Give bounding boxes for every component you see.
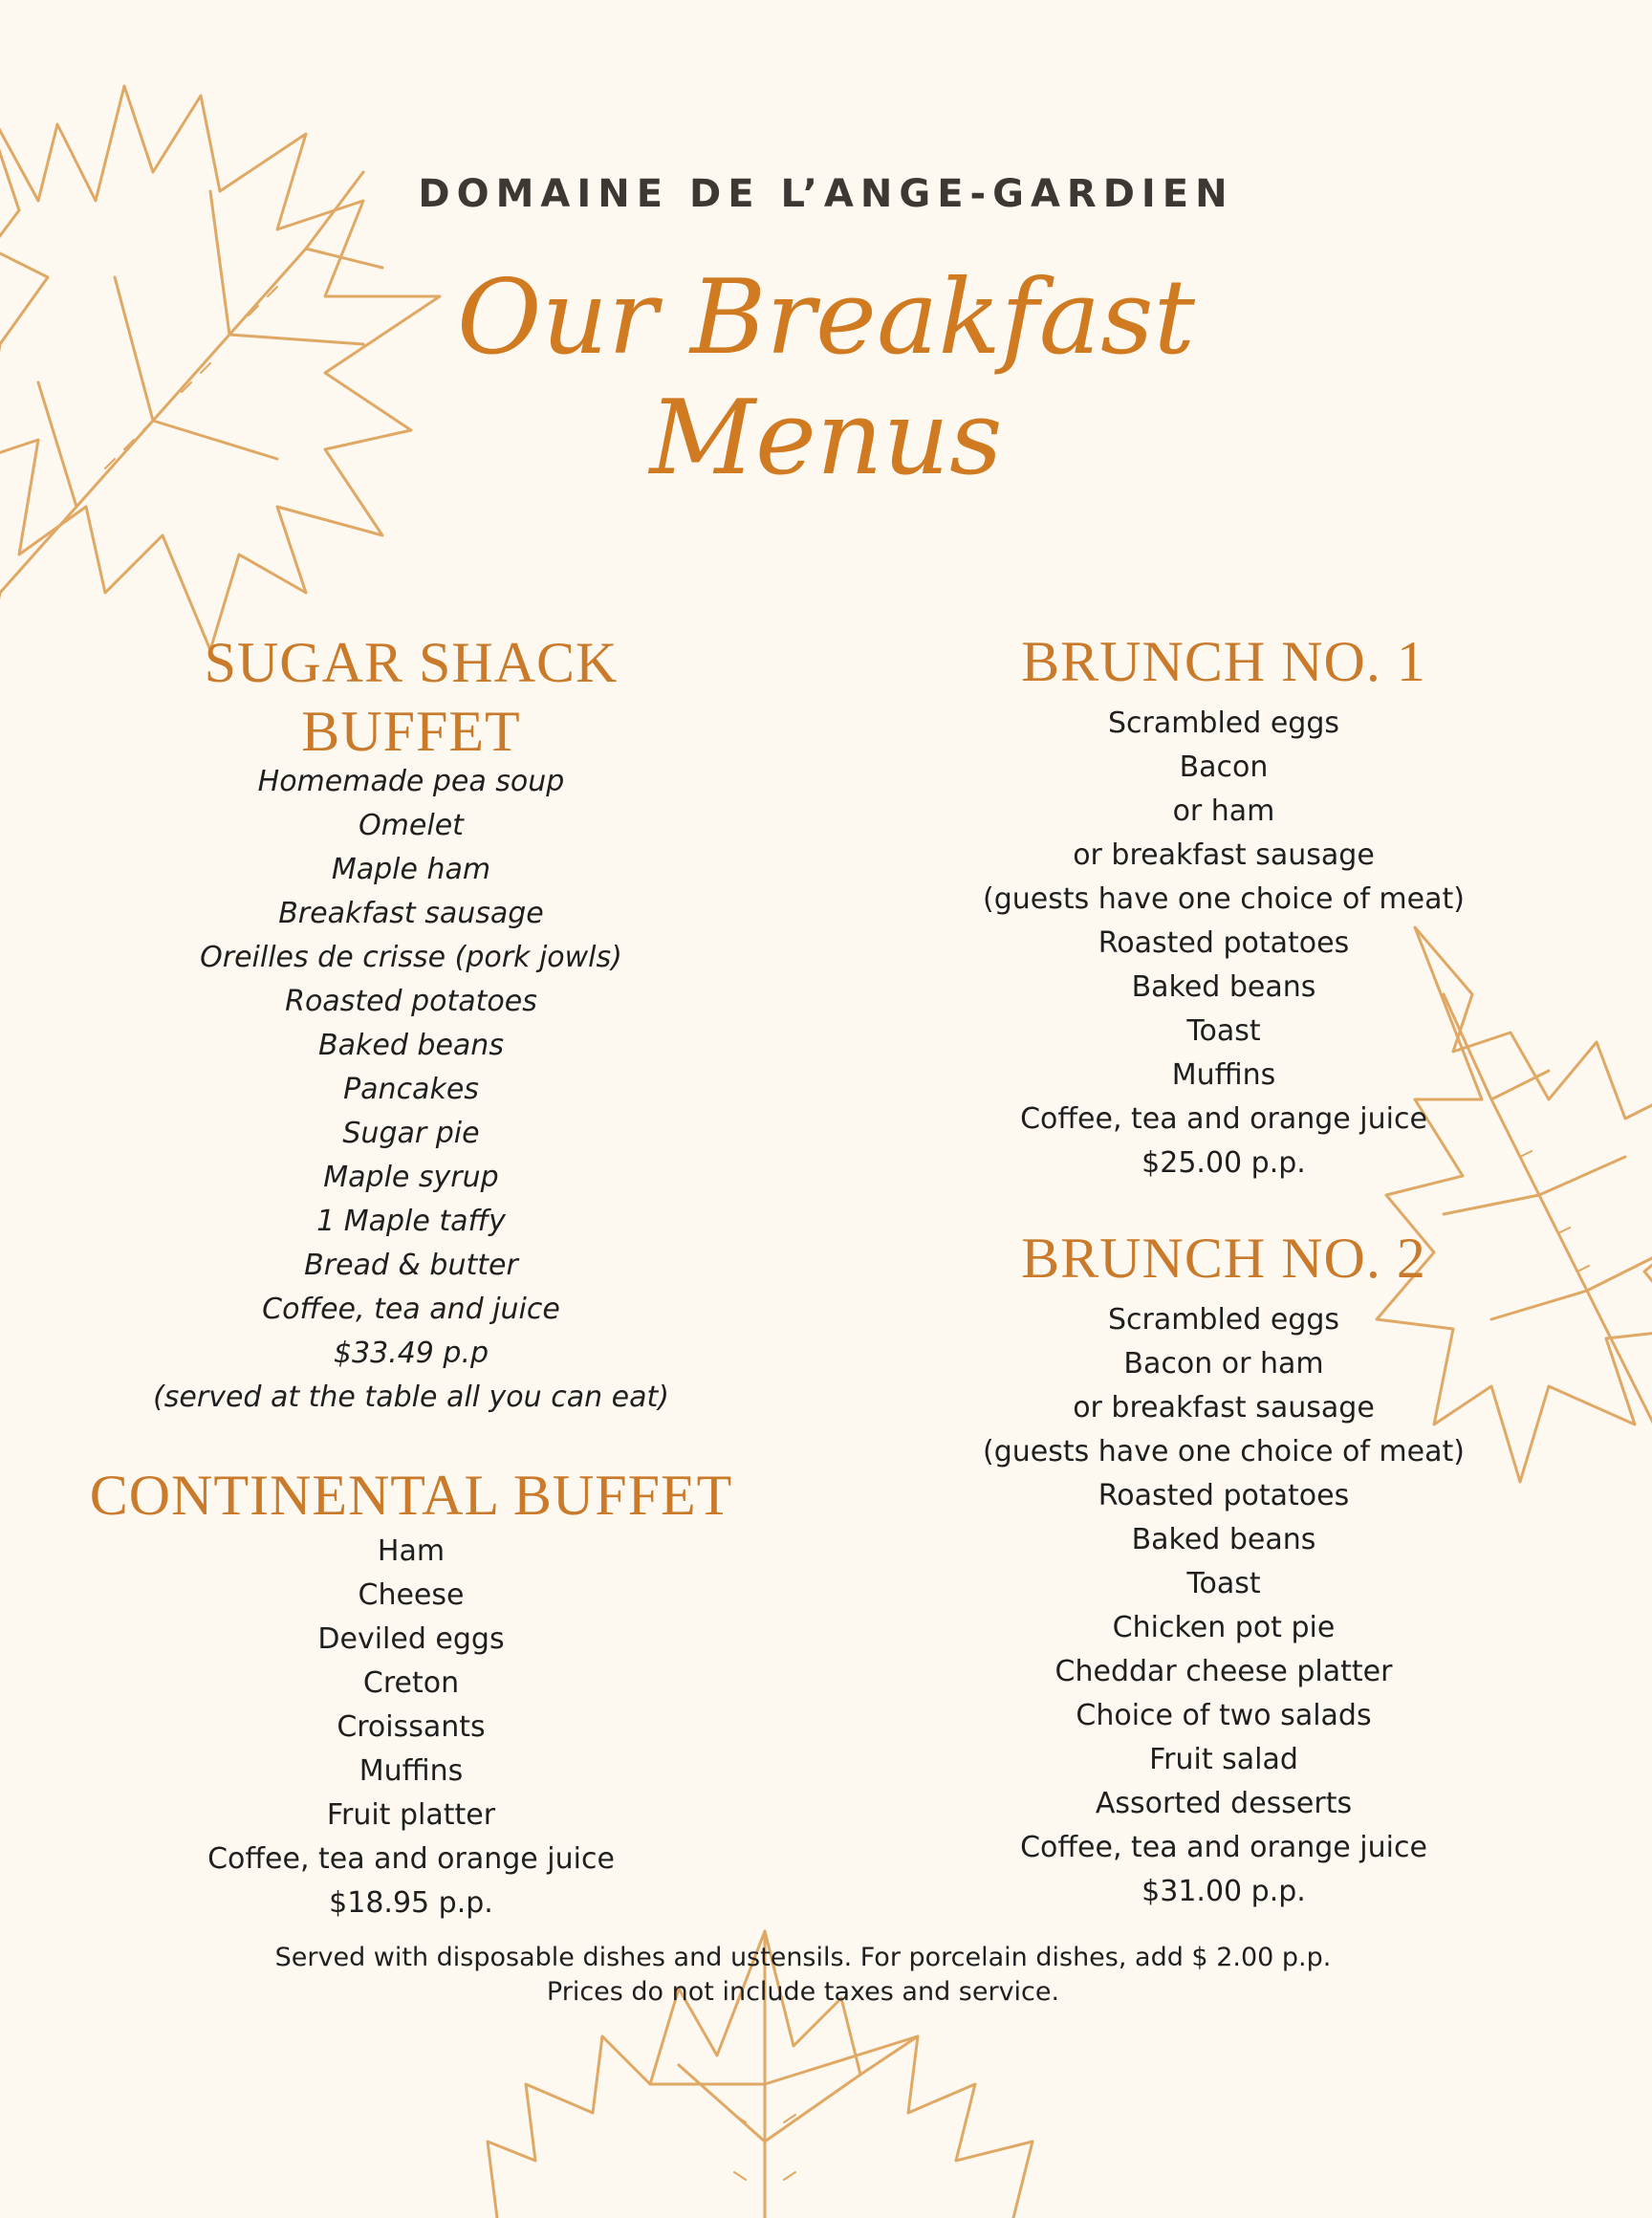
menu-item: Scrambled eggs: [1107, 707, 1340, 740]
menu-item: Ham: [377, 1534, 446, 1568]
section-heading: [96, 628, 727, 766]
menu-price: $33.49 p.p: [333, 1337, 489, 1370]
brand-name: DOMAINE DE L’ANGE-GARDIEN: [418, 172, 1234, 216]
menu-item: Roasted potatoes: [285, 985, 537, 1018]
menu-item: or ham: [1172, 794, 1275, 828]
menu-item: Bread & butter: [304, 1249, 518, 1282]
menu-item: Pancakes: [343, 1073, 479, 1106]
section-heading: CONTINENTAL BUFFET: [89, 1464, 733, 1527]
page-title: [0, 258, 1652, 499]
footer-notes: [0, 1941, 1606, 2010]
menu-price: $18.95 p.p.: [329, 1886, 493, 1920]
menu-note: (guests have one choice of meat): [983, 1435, 1465, 1468]
menu-item: Baked beans: [1131, 1523, 1316, 1556]
menu-item: Homemade pea soup: [257, 765, 565, 798]
menu-item: Fruit platter: [326, 1798, 496, 1832]
footer-line-2: Prices do not include taxes and service.: [546, 1977, 1060, 2007]
menu-item-list: [956, 1298, 1491, 1914]
menu-item-list: [57, 1530, 765, 1925]
menu-item: Muffins: [1171, 1058, 1276, 1092]
brunch-no-1-section: [956, 627, 1491, 1185]
menu-item: Roasted potatoes: [1098, 926, 1350, 960]
continental-buffet-section: [57, 1461, 765, 1925]
menu-price: $31.00 p.p.: [1141, 1875, 1306, 1908]
menu-item: Fruit salad: [1149, 1743, 1298, 1776]
menu-item: Cheddar cheese platter: [1054, 1655, 1393, 1688]
section-heading: BRUNCH NO. 2: [1021, 1227, 1426, 1290]
menu-item: Bacon or ham: [1123, 1347, 1324, 1381]
menu-item: Cheese: [358, 1578, 465, 1612]
menu-item: Toast: [1186, 1567, 1261, 1600]
menu-item: Assorted desserts: [1095, 1787, 1353, 1820]
menu-item: Maple syrup: [323, 1161, 499, 1194]
menu-item: Coffee, tea and orange juice: [1020, 1831, 1427, 1864]
menu-item: or breakfast sausage: [1073, 1391, 1375, 1424]
heading-line-2: BUFFET: [301, 700, 521, 763]
menu-item: 1 Maple taffy: [316, 1205, 506, 1238]
menu-note: (guests have one choice of meat): [983, 882, 1465, 916]
menu-item: Coffee, tea and orange juice: [1020, 1102, 1427, 1136]
menu-item: Toast: [1186, 1014, 1261, 1048]
menu-item: Muffins: [359, 1754, 464, 1788]
menu-item: Baked beans: [318, 1029, 504, 1062]
sugar-shack-buffet-section: [96, 628, 727, 1420]
menu-item: Chicken pot pie: [1112, 1611, 1336, 1644]
menu-item: Creton: [362, 1666, 460, 1700]
menu-item: Croissants: [337, 1710, 486, 1744]
menu-item: Oreilles de crisse (pork jowls): [200, 941, 622, 974]
menu-item-list: [956, 702, 1491, 1185]
menu-price: $25.00 p.p.: [1141, 1146, 1306, 1180]
menu-item-list: [96, 760, 727, 1420]
footer-line-1: Served with disposable dishes and ustensils. For porcelain dishes, add $ 2.00 p.p.: [274, 1943, 1332, 1972]
section-heading: BRUNCH NO. 1: [1021, 630, 1426, 693]
page-title-line-1: Our Breakfast: [457, 258, 1195, 378]
menu-item: Deviled eggs: [317, 1622, 505, 1656]
menu-item: or breakfast sausage: [1073, 838, 1375, 872]
menu-item: Baked beans: [1131, 970, 1316, 1004]
menu-item: Breakfast sausage: [278, 897, 544, 930]
menu-item: Choice of two salads: [1076, 1699, 1372, 1732]
menu-item: Scrambled eggs: [1107, 1303, 1340, 1337]
menu-item: Bacon: [1179, 750, 1269, 784]
page-title-line-2: Menus: [649, 379, 1003, 498]
brunch-no-2-section: [956, 1224, 1491, 1914]
menu-item: Roasted potatoes: [1098, 1479, 1350, 1512]
menu-item: Maple ham: [331, 853, 491, 886]
menu-item: Coffee, tea and juice: [262, 1293, 560, 1326]
menu-item: Coffee, tea and orange juice: [207, 1842, 615, 1876]
menu-item: Omelet: [359, 809, 464, 842]
menu-item: Sugar pie: [342, 1117, 480, 1150]
heading-line-1: SUGAR SHACK: [204, 631, 619, 694]
menu-note: (served at the table all you can eat): [153, 1381, 669, 1414]
